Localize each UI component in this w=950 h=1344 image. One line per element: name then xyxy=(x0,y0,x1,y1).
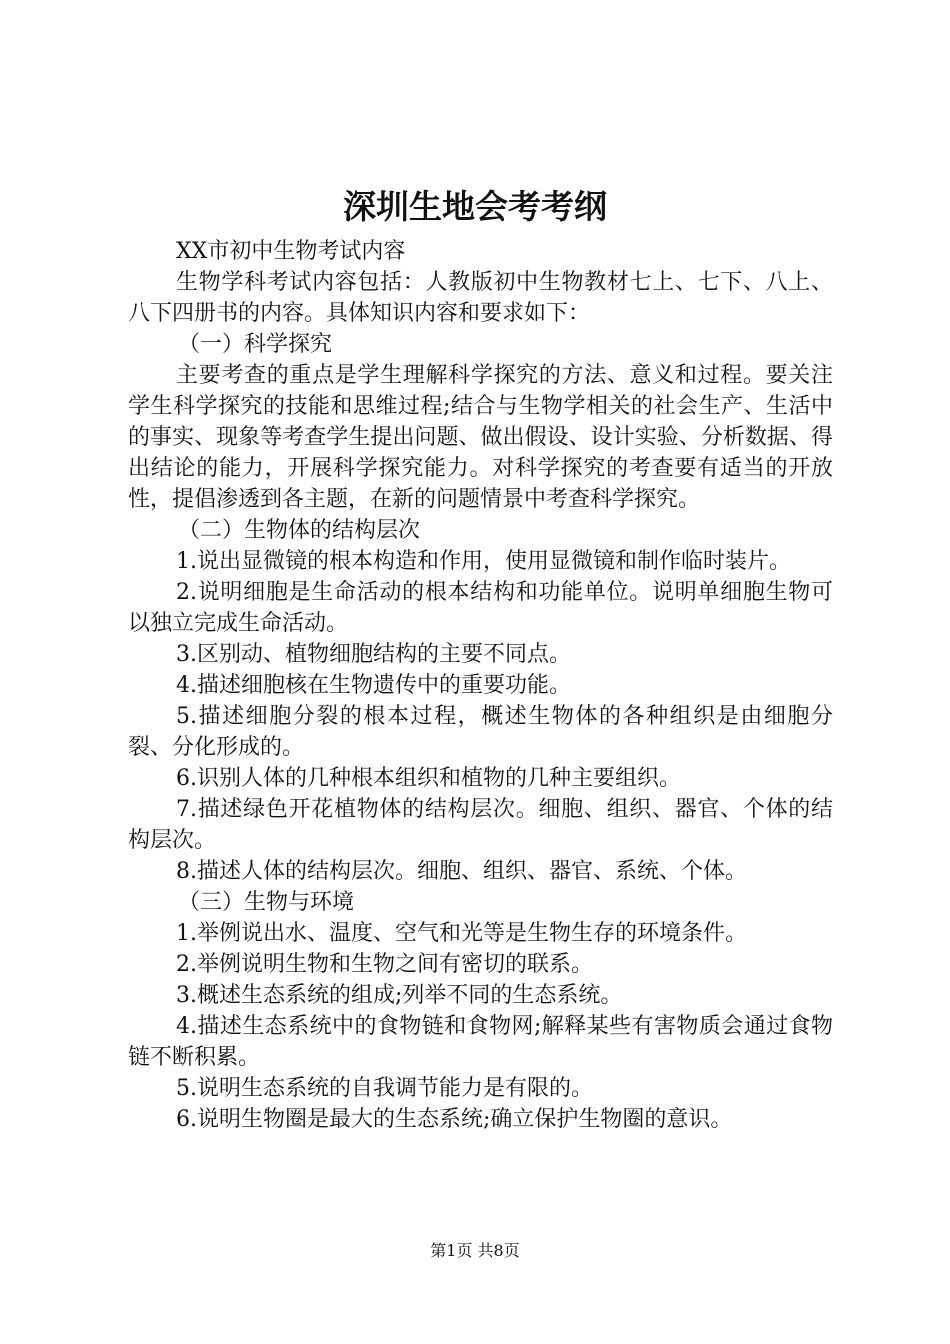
paragraph: 2.举例说明生物和生物之间有密切的联系。 xyxy=(176,952,593,977)
paragraph: 3.区别动、植物细胞结构的主要不同点。 xyxy=(176,642,571,667)
document-title: 深圳生地会考考纲 xyxy=(343,187,607,226)
paragraph: 5.说明生态系统的自我调节能力是有限的。 xyxy=(176,1076,593,1101)
paragraph: 生物学科考试内容包括：人教版初中生物教材七上、七下、八上、八下四册书的内容。具体知识内容和要求如下： xyxy=(128,270,833,326)
section-heading: （三）生物与环境 xyxy=(178,890,355,915)
paragraph: 4.描述细胞核在生物遗传中的重要功能。 xyxy=(176,673,571,698)
paragraph: 2.说明细胞是生命活动的根本结构和功能单位。说明单细胞生物可以独立完成生命活动。 xyxy=(128,580,833,636)
paragraph: 5.描述细胞分裂的根本过程，概述生物体的各种组织是由细胞分裂、分化形成的。 xyxy=(128,704,833,760)
paragraph: 7.描述绿色开花植物体的结构层次。细胞、组织、器官、个体的结构层次。 xyxy=(128,797,833,853)
paragraph: 1.说出显微镜的根本构造和作用，使用显微镜和制作临时装片。 xyxy=(176,549,791,574)
paragraph: XX市初中生物考试内容 xyxy=(176,239,406,264)
paragraph: 主要考查的重点是学生理解科学探究的方法、意义和过程。要关注学生科学探究的技能和思维过程;结合与生物学相关的社会生产、生活中的事实、现象等考查学生提出问题、做出假设、设计实验、分析数据、得出结论的能力，开展科学探究能力。对科学探究的考查要有适当的开放性，提倡渗透到各主题，在新的问题情景中考查科学探究。 xyxy=(128,363,833,512)
paragraph: 6.识别人体的几种根本组织和植物的几种主要组织。 xyxy=(176,766,681,791)
paragraph: 1.举例说出水、温度、空气和光等是生物生存的环境条件。 xyxy=(176,921,747,946)
paragraph: 3.概述生态系统的组成;列举不同的生态系统。 xyxy=(176,983,623,1008)
section-heading: （一）科学探究 xyxy=(178,332,333,357)
paragraph: 6.说明生物圈是最大的生态系统;确立保护生物圈的意识。 xyxy=(176,1107,733,1132)
paragraph: 8.描述人体的结构层次。细胞、组织、器官、系统、个体。 xyxy=(176,859,747,884)
document-body xyxy=(128,236,833,1135)
paragraph: 4.描述生态系统中的食物链和食物网;解释某些有害物质会通过食物链不断积累。 xyxy=(128,1014,833,1070)
section-heading: （二）生物体的结构层次 xyxy=(178,518,421,543)
page-footer: 第1页 共8页 xyxy=(430,1241,520,1260)
